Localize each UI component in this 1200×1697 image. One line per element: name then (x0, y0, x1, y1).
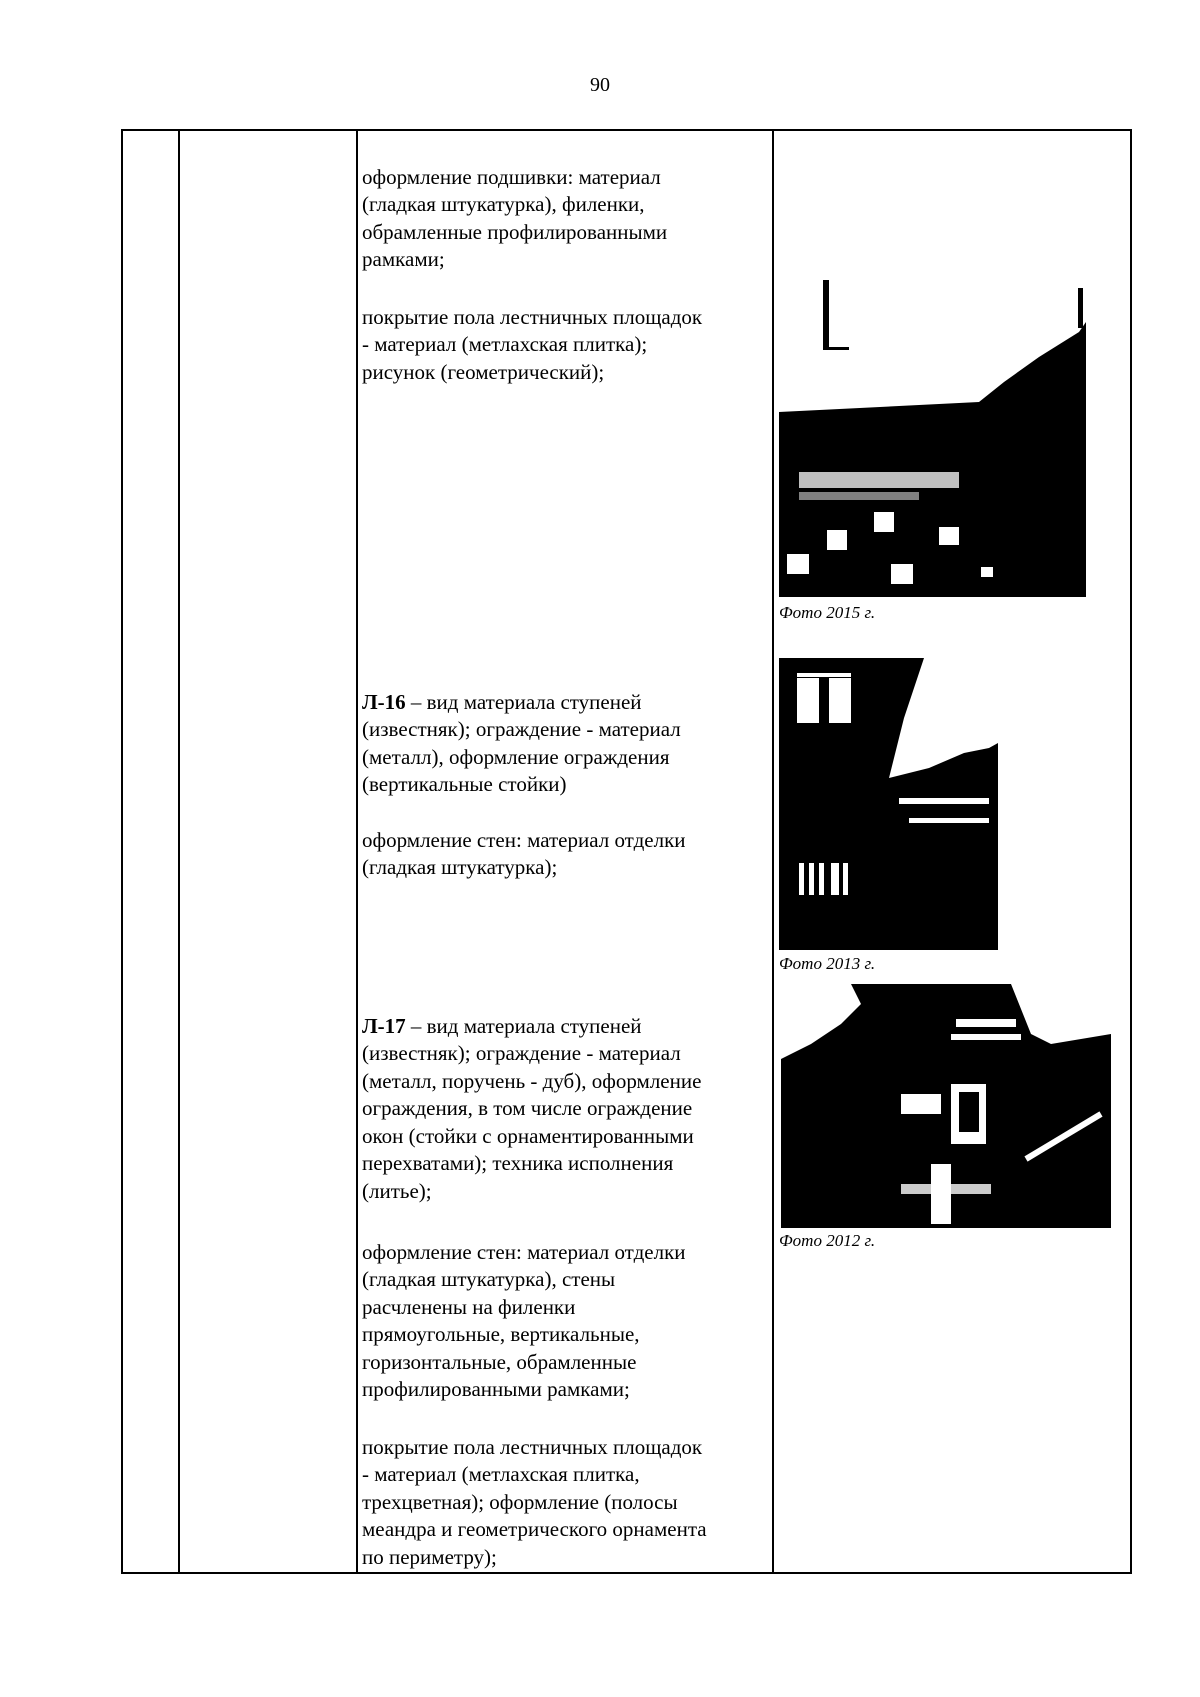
column-divider (772, 131, 774, 1572)
description-text: покрытие пола лестничных площадок - материал (метлахская плитка); рисунок (геометрический); (362, 304, 703, 384)
description-text: оформление подшивки: материал (гладкая штукатурка), филенки, обрамленные профилированными рамками; (362, 164, 668, 271)
column-divider (178, 131, 180, 1572)
description-block (362, 985, 767, 1205)
photo-stair-landing-floor (779, 262, 1086, 597)
description-block (362, 136, 767, 274)
description-block (362, 276, 767, 386)
element-code: Л-17 (362, 1013, 406, 1038)
description-block (362, 1211, 767, 1404)
description-block (362, 1406, 767, 1571)
photo-staircase-windows (779, 658, 998, 950)
photo-caption: Фото 2012 г. (779, 1231, 876, 1250)
photo-staircase-railing (781, 984, 1111, 1228)
column-divider (356, 131, 358, 1572)
description-block (362, 799, 767, 882)
description-text: оформление стен: материал отделки (гладкая штукатурка), стены расчленены на филенки прямоугольные, вертикальные, горизонтальные, обрамленные профилированными рамками; (362, 1239, 686, 1401)
description-text: – вид материала ступеней (известняк); ограждение - материал (металл, поручень - дуб), оформление ограждения, в том числе ограждение окон (стойки с орнаментированными перехватами); техника исполнения (литье); (362, 1013, 702, 1203)
description-text: – вид материала ступеней (известняк); ограждение - материал (металл), оформление ограждения (вертикальные стойки) (362, 689, 681, 796)
element-code: Л-16 (362, 689, 406, 714)
description-text: покрытие пола лестничных площадок - материал (метлахская плитка, трехцветная); оформление (полосы меандра и геометрического орнамента по периметру); (362, 1434, 707, 1569)
description-text: оформление стен: материал отделки (гладкая штукатурка); (362, 827, 686, 879)
photo-caption: Фото 2015 г. (779, 603, 876, 622)
page-number: 90 (590, 74, 610, 96)
description-block (362, 661, 767, 799)
photo-caption: Фото 2013 г. (779, 954, 876, 973)
